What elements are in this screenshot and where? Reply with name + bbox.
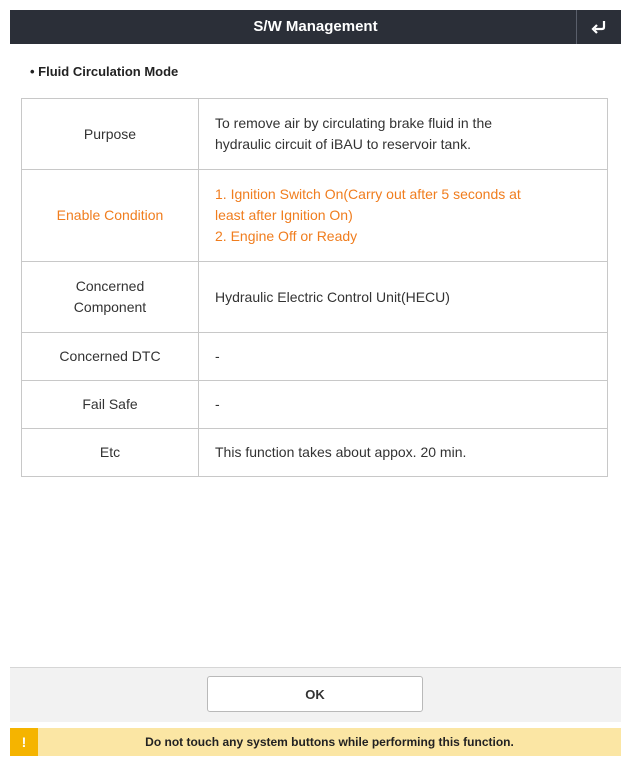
ok-button[interactable]: OK [207,676,423,712]
row-label-etc: Etc [22,429,199,477]
row-label-concerned-dtc: Concerned DTC [22,333,199,381]
window-title: S/W Management [253,18,378,35]
value-line: least after Ignition On) [215,207,353,223]
row-label-concerned-component [22,262,199,333]
back-button[interactable] [577,10,621,44]
value-line: 1. Ignition Switch On(Carry out after 5 seconds at [215,186,521,202]
value-line: hydraulic circuit of iBAU to reservoir tank. [215,136,471,152]
table-row-purpose [22,99,608,170]
row-label-enable-condition: Enable Condition [22,170,199,262]
value-line: 2. Engine Off or Ready [215,228,358,244]
title-bar [10,10,621,44]
value-line: Hydraulic Electric Control Unit(HECU) [215,288,450,305]
warning-icon: ! [10,728,38,756]
table-row-concerned-dtc [22,333,608,381]
value-line: - [215,396,220,412]
row-value-purpose [199,99,608,170]
row-value-fail-safe [199,381,608,429]
table-row-fail-safe [22,381,608,429]
row-label-purpose: Purpose [22,99,199,170]
table-row-concerned-component [22,262,608,333]
value-line: - [215,348,220,364]
row-value-enable-condition [199,170,608,262]
value-line: This function takes about appox. 20 min. [215,444,467,460]
label-line: Component [73,299,147,315]
label-line: Concerned [75,278,145,294]
row-label-fail-safe: Fail Safe [22,381,199,429]
row-value-etc [199,429,608,477]
row-value-concerned-component [199,262,608,333]
value-line: To remove air by circulating brake fluid in the [215,115,493,131]
table-row-etc [22,429,608,477]
return-arrow-icon [590,19,608,35]
row-value-concerned-dtc [199,333,608,381]
table-row-enable-condition [22,170,608,262]
info-table [21,98,608,477]
section-title: • Fluid Circulation Mode [30,64,179,79]
warning-text: Do not touch any system buttons while performing this function. [145,735,514,749]
warning-bar [10,728,621,756]
